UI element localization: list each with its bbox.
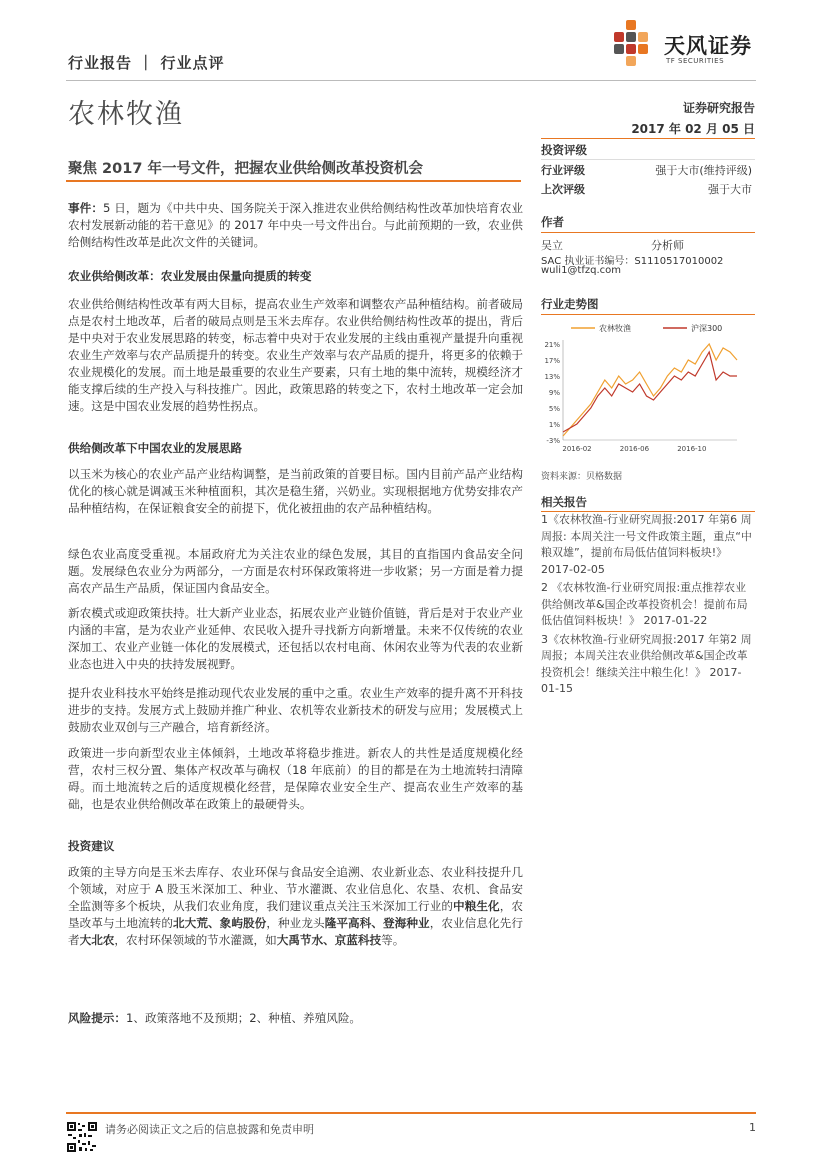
rating-label: 行业评级 — [541, 164, 585, 177]
prev-rating-label: 上次评级 — [541, 183, 585, 196]
section1-lead: 农业供给侧改革： — [68, 269, 161, 283]
invest-text-a: 政策的主导方向是玉米去库存、农业环保与食品安全追溯、农业新业态、农业科技提升几个领域，对应于 A 股玉米深加工、种业、节水灌溉、农业信息化、农垦、农机、食品安全监测等多个板块，从我们农业角度，我们建议重点关注玉米深加工行业的 — [68, 865, 523, 913]
report-title: 聚焦 2017 年一号文件，把握农业供给侧改革投资机会 — [68, 161, 423, 177]
stock-longping: 隆平高科、登海种业 — [324, 916, 430, 930]
stock-beidahuang: 北大荒、象屿股份 — [173, 916, 267, 930]
footer-disclaimer[interactable]: 请务必阅读正文之后的信息披露和免责申明 — [105, 1123, 314, 1136]
section2-paragraph-4: 提升农业科技水平始终是推动现代农业发展的重中之重。农业生产效率的提升离不开科技进步的支持。发展方式上鼓励并推广种业、农机等农业新技术的研发与应用；发展模式上鼓励农业双创与三产融合，培育新经济。 — [68, 686, 523, 734]
section3-heading: 投资建议 — [68, 839, 115, 853]
author-rule — [541, 232, 755, 233]
y-tick-label: 1% — [548, 421, 560, 429]
footer-divider — [66, 1112, 756, 1114]
risk-label: 风险提示： — [68, 1011, 126, 1025]
report-type: 证券研究报告 — [682, 101, 755, 115]
invest-text-k: 等。 — [381, 933, 405, 947]
author-block — [541, 212, 755, 282]
rating-top-rule — [541, 138, 755, 139]
chart-rule — [541, 314, 755, 315]
logo-square-5-icon — [614, 44, 624, 54]
section1-heading — [68, 268, 523, 285]
report-date: 2017 年 02 月 05 日 — [631, 122, 755, 136]
rating-value: 强于大市(维持评级) — [655, 164, 752, 177]
related-reports-list — [541, 512, 755, 698]
stock-dayu: 大禹节水、京蓝科技 — [276, 933, 382, 947]
logo-square-8-icon — [626, 56, 636, 66]
logo-square-6-icon — [626, 44, 636, 54]
stock-zhongliang: 中粮生化 — [453, 899, 500, 913]
author-email[interactable]: wuli1@tfzq.com — [541, 265, 622, 276]
event-text: 5 日，题为《中共中央、国务院关于深入推进农业供给侧结构性改革加快培育农业农村发展新动能的若干意见》的 2017 年中央一号文件出台。与此前预期的一致，农业供给侧结构性改革是此次文件的关键词。 — [68, 201, 523, 249]
chart-series-group — [563, 344, 737, 436]
logo-square-4-icon — [638, 32, 648, 42]
chart-x-axis — [562, 445, 706, 453]
invest-text-c: ，农垦改革与土地流转的 — [68, 899, 523, 930]
chart-heading-block — [541, 296, 755, 316]
y-tick-label: -3% — [546, 437, 560, 445]
section1-rest: 农业发展由保量向提质的转变 — [160, 269, 312, 283]
rating-rule — [541, 159, 755, 160]
industry-trend-chart — [541, 316, 755, 466]
invest-text-e: ，种业龙头 — [266, 916, 325, 930]
stock-dabeinong: 大北农 — [79, 933, 115, 947]
invest-text-g: ，农业信息化先行者 — [68, 916, 523, 947]
y-tick-label: 17% — [544, 357, 560, 365]
logo-square-7-icon — [638, 44, 648, 54]
x-tick-label: 2016-06 — [619, 445, 650, 453]
event-label: 事件： — [68, 201, 104, 215]
chart-heading: 行业走势图 — [541, 297, 599, 311]
risk-paragraph — [68, 1010, 523, 1027]
legend-label: 沪深300 — [691, 324, 723, 333]
y-tick-label: 5% — [548, 405, 560, 413]
investment-paragraph — [68, 864, 523, 949]
series-line-2 — [563, 352, 737, 432]
sector-title: 农林牧渔 — [68, 99, 184, 130]
section2-paragraph-3: 新农模式或迎政策扶持。壮大新产业业态，拓展农业产业链价值链，背后是对于农业产业内涵的丰富，是为农业产业延伸、农民收入提升寻找新方向新增量。未来不仅传统的农业深加工、农业产业链一体化的发展模式，还包括以农村电商、休闲农业等为代表的农业新业态也进入中央的扶持发展视野。 — [68, 606, 523, 671]
related-report-2[interactable]: 2 《农林牧渔-行业研究周报:重点推荐农业供给侧改革&国企改革投资机会！提前布局低估值饲料板块！》 2017-01-22 — [541, 581, 748, 627]
qr-code-icon — [66, 1121, 98, 1153]
x-tick-label: 2016-02 — [562, 445, 592, 453]
author-license: SAC 执业证书编号：S1110517010002 — [541, 256, 724, 267]
author-heading: 作者 — [541, 215, 564, 229]
related-report-3[interactable]: 3《农林牧渔-行业研究周报:2017 年第2 周周报；本周关注农业供给侧改革&国企改革投资机会！继续关注中粮生化！》 2017-01-15 — [541, 632, 752, 695]
x-tick-label: 2016-10 — [677, 445, 707, 453]
page-number: 1 — [749, 1121, 756, 1134]
logo-square-3-icon — [626, 32, 636, 42]
related-heading-block — [541, 494, 755, 512]
legend-label: 农林牧渔 — [599, 324, 631, 333]
logo-square-1-icon — [626, 20, 636, 30]
related-report-1[interactable]: 1《农林牧渔-行业研究周报:2017 年第6 周周报: 本周关注一号文件政策主题，重点“中粮双雄”，提前布局低估值饲料板块!》 2017-02-05 — [541, 513, 752, 576]
rating-block — [541, 138, 755, 208]
section2-paragraph-5: 政策进一步向新型农业主体倾斜，土地改革将稳步推进。新农人的共性是适度规模化经营，农村三权分置、集体产权改革与确权（18 年底前）的目的都是在为土地流转扫清障碍。而土地流转之后的适度规模化经营，是保障农业安全生产、提高农业生产效率的基础，也是农业供给侧改革在政策上的最硬骨头。 — [68, 746, 523, 811]
author-title: 分析师 — [651, 239, 684, 252]
logo-square-2-icon — [614, 32, 624, 42]
chart-y-axis — [544, 340, 737, 445]
event-paragraph — [68, 200, 523, 251]
chart-source: 资料来源：贝格数据 — [541, 472, 623, 482]
brand-name-cn: 天风证券 — [664, 34, 752, 58]
section2-paragraph-1: 以玉米为核心的农业产品产业结构调整，是当前政策的首要目标。国内目前产品产业结构优化的核心就是调减玉米种植面积，其次是稳生猪，兴奶业。实现根据地方优势安排农产品种植结构，在保证粮食安全的前提下，优化被扭曲的农产品种植结构。 — [68, 467, 523, 515]
related-heading: 相关报告 — [541, 495, 587, 509]
y-tick-label: 9% — [548, 389, 560, 397]
title-divider — [66, 180, 521, 182]
section2-heading: 供给侧改革下中国农业的发展思路 — [68, 441, 242, 455]
rating-heading: 投资评级 — [541, 143, 587, 157]
risk-text: 1、政策落地不及预期；2、种植、养殖风险。 — [125, 1011, 362, 1025]
author-name: 吴立 — [541, 239, 563, 252]
chart-legend — [571, 323, 722, 333]
section1-paragraph: 农业供给侧结构性改革有两大目标，提高农业生产效率和调整农产品种植结构。前者破局点是农村土地改革，后者的破局点则是玉米去库存。农业供给侧结构性改革的提出，背后是中央对于农业发展思路的转变，标志着中央对于农业发展的主线由重视产量提升向重视农业生产效率与农产品质提升的转变。农业生产效率与农产品质的提升，将更多的依赖于农业规模化的发展。而土地是最重要的农业生产要素，只有土地的集中流转，规模经济才能支撑后续的生产投入与科技推广。因此，政策思路的转变之下，农村土地改革一定会加速。这是中国农业发展的趋势性拐点。 — [68, 297, 523, 413]
brand-name-en: TF SECURITIES — [666, 57, 725, 65]
y-tick-label: 13% — [544, 373, 560, 381]
invest-text-i: ，农村环保领域的节水灌溉，如 — [114, 933, 277, 947]
section2-paragraph-2: 绿色农业高度受重视。本届政府尤为关注农业的绿色发展，其目的直指国内食品安全问题。发展绿色农业分为两部分，一方面是农村环保政策将进一步收紧；另一方面是着力提高农产品生产品质，保证国内食品安全。 — [68, 547, 523, 595]
header-divider — [66, 80, 756, 81]
rating-row — [541, 162, 755, 178]
report-category: 行业报告 ｜ 行业点评 — [68, 54, 225, 72]
y-tick-label: 21% — [544, 341, 560, 349]
prev-rating-value: 强于大市 — [708, 183, 752, 196]
prev-rating-row — [541, 181, 755, 197]
